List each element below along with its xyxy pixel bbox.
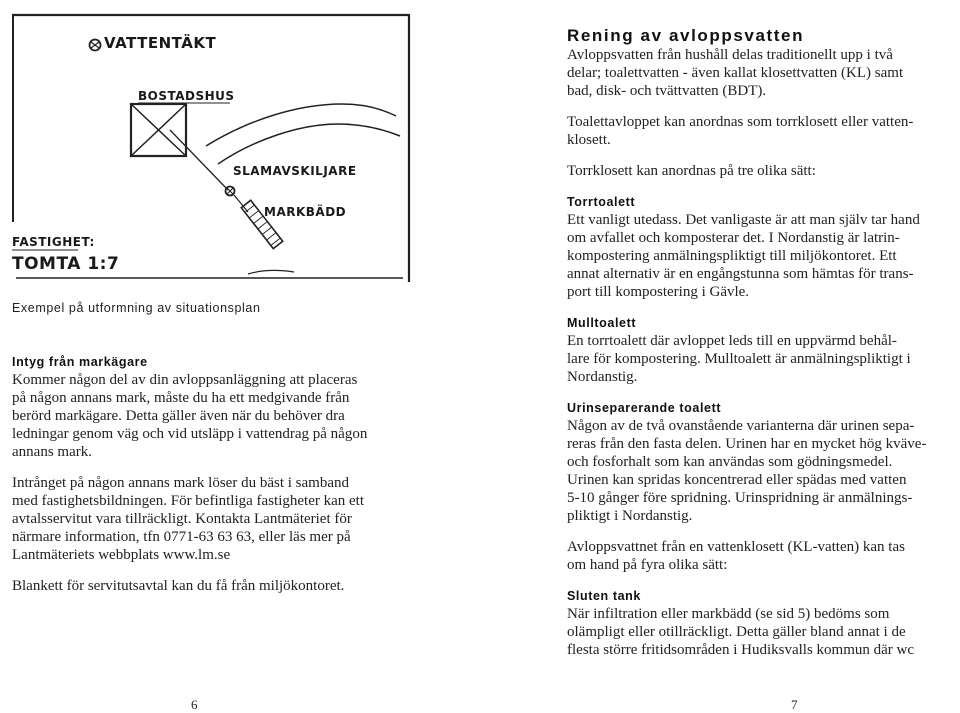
sketch-label-water: VATTENTÄKT — [104, 34, 217, 52]
dry-toilet-intro: Torrklosett kan anordnas på tre olika sätt: — [567, 163, 816, 179]
site-plan-sketch — [8, 12, 412, 286]
house-icon — [131, 104, 186, 156]
sketch-label-property-1: FASTIGHET: — [12, 235, 95, 249]
sketch-label-separator: SLAMAVSKILJARE — [233, 164, 357, 178]
consent-paragraph-1: Kommer någon del av din avloppsanläggning att placeras på någon annans mark, måste du ha ett medgivande från berörd markägare. Detta gäller även när du behöver dra ledningar genom väg och vid utsläpp i vattendrag på någon annans mark. — [12, 372, 368, 460]
septic-separator-icon — [226, 187, 235, 196]
consent-paragraph-2: Intrånget på någon annans mark löser du bäst i samband med fastighetsbildningen. För befintliga fastigheter kan ett avtalsservitut vara tillräckligt. Kontakta Lantmäteriet för närmare information, tfn 0771-63 63 63, eller läs mer på Lantmäteriets webbplats www.lm.se — [12, 475, 364, 563]
dry-toilet-paragraph: Ett vanligt utedass. Det vanligaste är att man själv tar hand om avfallet och komposterar det. I Nordanstig är latrin- kompostering anmälningspliktigt till miljökontoret. Ett annat alternativ är en engångstunna som hämtas för trans- port till kompostering i Gävle. — [567, 212, 920, 300]
intro-paragraph: Avloppsvatten från hushåll delas traditionellt upp i två delar; toalettvatten - även kallat klosettvatten (KL) samt bad, disk- och tvättvatten (BDT). — [567, 47, 904, 99]
consent-heading: Intyg från markägare — [12, 355, 148, 369]
sketch-label-bed: MARKBÄDD — [264, 205, 347, 219]
sealed-tank-heading: Sluten tank — [567, 589, 641, 603]
water-closet-paragraph: Avloppsvattnet från en vattenklosett (KL-vatten) kan tas om hand på fyra olika sätt: — [567, 539, 905, 573]
sketch-label-house: BOSTADSHUS — [138, 89, 235, 103]
sketch-label-property-2: TOMTA 1:7 — [12, 254, 120, 274]
consent-section — [12, 353, 402, 595]
compost-toilet-paragraph: En torrtoalett där avloppet leds till en uppvärmd behål- lare för kompostering. Mulltoalett är anmälningspliktigt i Nordanstig. — [567, 333, 911, 385]
sketch-caption: Exempel på utformning av situationsplan — [12, 301, 261, 315]
compost-toilet-heading: Mulltoalett — [567, 316, 637, 330]
page-title: Rening av avloppsvatten — [567, 26, 805, 45]
wastewater-section — [567, 26, 935, 659]
well-icon — [90, 40, 101, 51]
urine-toilet-paragraph: Någon av de två ovanstående varianterna där urinen sepa- reras från den fasta delen. Urinen har en mycket hög kväve- och fosforhalt som kan användas som gödningsmedel. Urinen kan spridas koncentrerad eller spädas med vatten 5-10 gånger före spridning. Urinspridning är anmälnings- pliktigt i Nordanstig. — [567, 418, 927, 524]
urine-toilet-heading: Urinseparerande toalett — [567, 401, 722, 415]
page-number-right: 7 — [791, 697, 798, 712]
right-page — [480, 0, 960, 713]
consent-paragraph-3: Blankett för servitutsavtal kan du få från miljökontoret. — [12, 578, 345, 594]
sealed-tank-paragraph: När infiltration eller markbädd (se sid 5) bedöms som olämpligt eller otillräckligt. Detta gäller bland annat i de flesta större fritidsområden i Hudiksvalls kommun där wc — [567, 606, 915, 658]
toilet-options-paragraph: Toalettavloppet kan anordnas som torrklosett eller vatten- klosett. — [567, 114, 914, 148]
dry-toilet-heading: Torrtoalett — [567, 195, 636, 209]
page-number-left: 6 — [191, 697, 198, 712]
